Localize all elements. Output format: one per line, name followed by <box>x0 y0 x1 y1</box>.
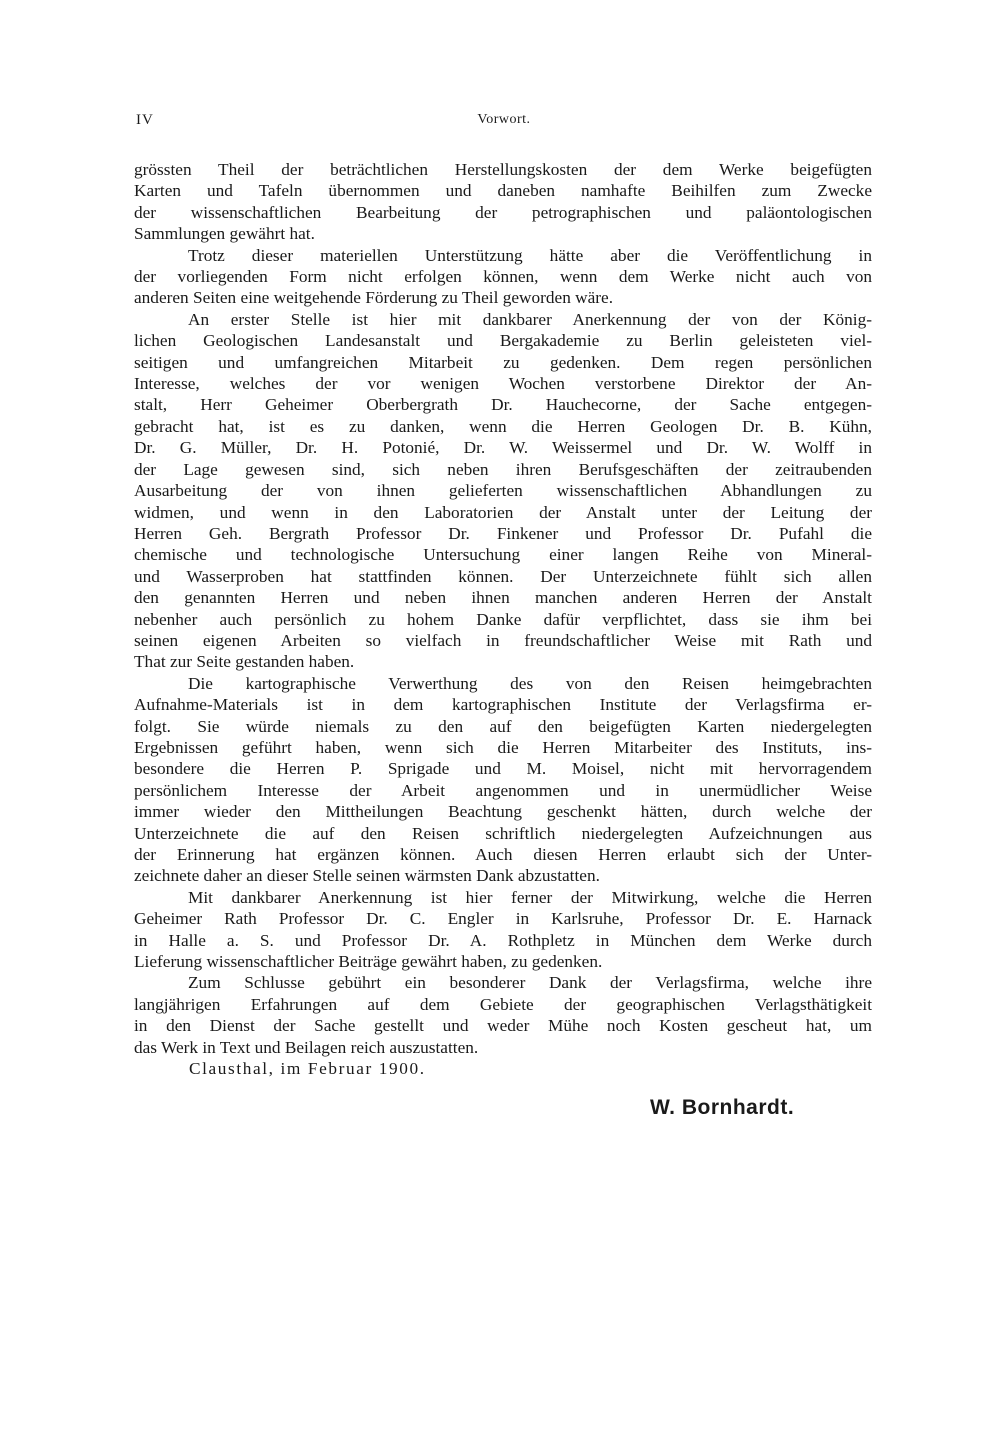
text-line: Ausarbeitung der von ihnen gelieferten wissenschaftlichen Abhandlungen zu <box>134 481 872 501</box>
text-line: Ergebnissen geführt haben, wenn sich die Herren Mitarbeiter des Instituts, ins- <box>134 737 872 757</box>
text-line: zeichnete daher an dieser Stelle seinen wärmsten Dank abzustatten. <box>134 866 600 886</box>
signature: W. Bornhardt. <box>650 1096 795 1119</box>
text-line: der Erinnerung hat ergänzen können. Auch diesen Herren erlaubt sich der Unter- <box>134 845 872 864</box>
text-line: und Wasserproben hat stattfinden können. Der Unterzeichnete fühlt sich allen <box>134 566 872 586</box>
paragraph <box>134 245 872 309</box>
text-line: Karten und Tafeln übernommen und daneben namhafte Beihilfen zum Zwecke <box>134 181 872 201</box>
text-line: in Halle a. S. und Professor Dr. A. Rothpletz in München dem Werke durch <box>134 930 872 950</box>
text-line: Mit dankbarer Anerkennung ist hier ferner der Mitwirkung, welche die Herren <box>188 887 872 907</box>
text-line: chemische und technologische Untersuchung einer langen Reihe von Mineral- <box>134 545 872 565</box>
text-line: seitigen und umfangreichen Mitarbeit zu gedenken. Dem regen persönlichen <box>134 352 872 372</box>
paragraph <box>134 673 872 887</box>
text-line: That zur Seite gestanden haben. <box>134 652 355 672</box>
text-line: Die kartographische Verwerthung des von den Reisen heimgebrachten <box>188 673 872 693</box>
text-line: lichen Geologischen Landesanstalt und Bergakademie zu Berlin geleisteten viel- <box>134 331 872 351</box>
running-title: Vorwort. <box>477 112 531 127</box>
text-line: langjährigen Erfahrungen auf dem Gebiete der geographischen Verlagsthätigkeit <box>134 994 872 1014</box>
text-line: grössten Theil der beträchtlichen Herstellungskosten der dem Werke beigefügten <box>134 160 872 179</box>
text-line: nebenher auch persönlich zu hohem Danke dafür verpflichtet, dass sie ihm bei <box>134 609 872 629</box>
text-line: anderen Seiten eine weitgehende Förderung zu Theil geworden wäre. <box>134 288 614 308</box>
text-line: widmen, und wenn in den Laboratorien der Anstalt unter der Leitung der <box>134 502 872 522</box>
paragraph <box>134 159 872 245</box>
text-line: seinen eigenen Arbeiten so vielfach in freundschaftlicher Weise mit Rath und <box>134 630 872 650</box>
text-line: Dr. G. Müller, Dr. H. Potonié, Dr. W. Weissermel und Dr. W. Wolff in <box>134 438 872 458</box>
text-line: in den Dienst der Sache gestellt und weder Mühe noch Kosten gescheut hat, um <box>134 1016 872 1036</box>
text-line: Zum Schlusse gebührt ein besonderer Dank der Verlagsfirma, welche ihre <box>188 973 872 993</box>
page-header <box>136 112 872 136</box>
text-line: An erster Stelle ist hier mit dankbarer Anerkennung der von der König- <box>188 309 872 329</box>
body-text <box>134 159 872 1058</box>
text-line: Trotz dieser materiellen Unterstützung hätte aber die Veröffentlichung in <box>188 245 872 265</box>
paragraph <box>134 972 872 1058</box>
text-line: Geheimer Rath Professor Dr. C. Engler in Karlsruhe, Professor Dr. E. Harnack <box>134 909 872 929</box>
text-line: Lieferung wissenschaftlicher Beiträge gewährt haben, zu gedenken. <box>134 952 603 972</box>
text-line: den genannten Herren und neben ihnen manchen anderen Herren der Anstalt <box>134 588 872 608</box>
text-line: Herren Geh. Bergrath Professor Dr. Finkener und Professor Dr. Pufahl die <box>134 523 872 543</box>
text-line: stalt, Herr Geheimer Oberbergrath Dr. Hauchecorne, der Sache entgegen- <box>134 395 872 415</box>
text-line: der Lage gewesen sind, sich neben ihren Berufsgeschäften der zeitraubenden <box>134 459 872 479</box>
text-line: immer wieder den Mittheilungen Beachtung geschenkt hätten, durch welche der <box>134 802 872 822</box>
page-number: IV <box>136 112 154 128</box>
text-line: Interesse, welches der vor wenigen Wochen verstorbene Direktor der An- <box>134 374 872 394</box>
text-line: besondere die Herren P. Sprigade und M. Moisel, nicht mit hervorragendem <box>134 759 872 779</box>
paragraph <box>134 309 872 673</box>
text-line: Aufnahme-Materials ist in dem kartographischen Institute der Verlagsfirma er- <box>134 695 872 715</box>
text-line: gebracht hat, ist es zu danken, wenn die Herren Geologen Dr. B. Kühn, <box>134 416 872 436</box>
text-line: folgt. Sie würde niemals zu den auf den beigefügten Karten niedergelegten <box>134 716 872 736</box>
text-line: der vorliegenden Form nicht erfolgen können, wenn dem Werke nicht auch von <box>134 267 872 287</box>
paragraph <box>134 887 872 973</box>
text-line: Unterzeichnete die auf den Reisen schriftlich niedergelegten Aufzeichnungen aus <box>134 823 872 843</box>
text-line: der wissenschaftlichen Bearbeitung der petrographischen und paläontologischen <box>134 202 872 222</box>
text-line: Sammlungen gewährt hat. <box>134 224 315 244</box>
text-line: persönlichem Interesse der Arbeit angenommen und in unermüdlicher Weise <box>134 780 872 800</box>
text-line: das Werk in Text und Beilagen reich auszustatten. <box>134 1037 479 1057</box>
place-date: Clausthal, im Februar 1900. <box>189 1059 426 1078</box>
